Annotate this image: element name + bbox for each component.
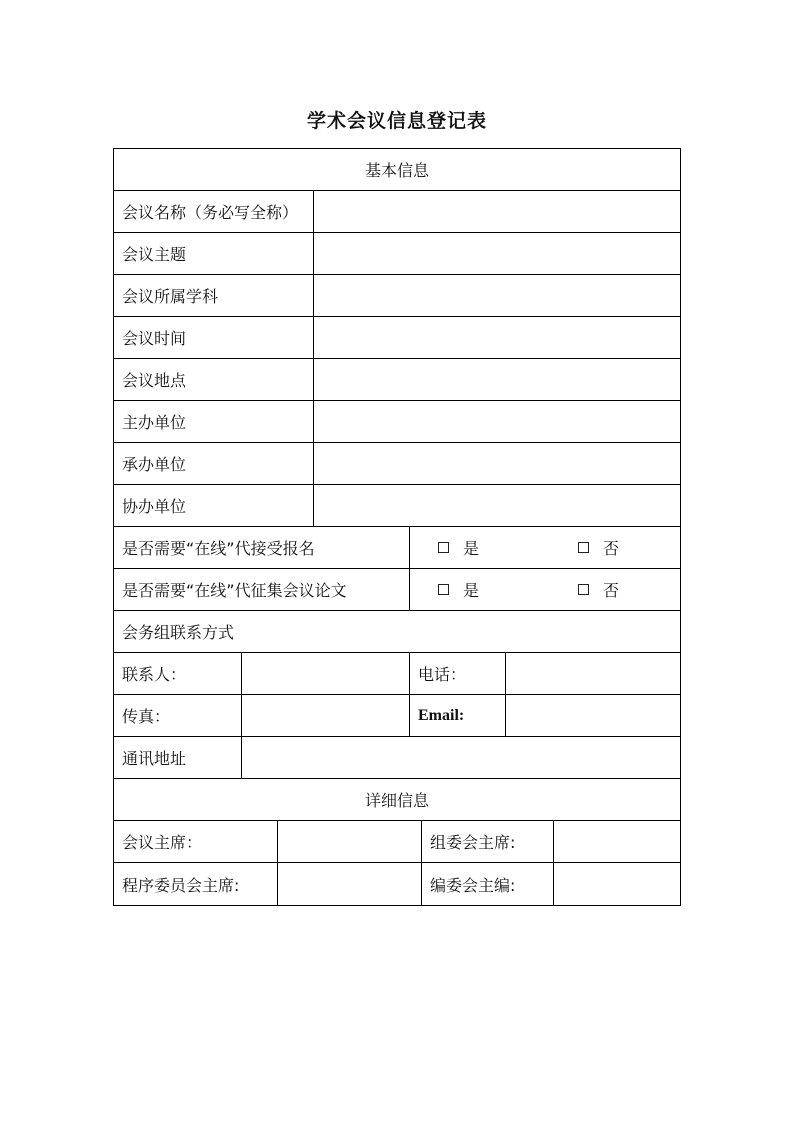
input-theme[interactable] <box>313 233 680 274</box>
row-undertaker <box>114 443 680 485</box>
label-organizer: 主办单位 <box>122 413 187 432</box>
row-co-organizer <box>114 485 680 527</box>
input-organizer[interactable] <box>313 401 680 442</box>
label-email: Email: <box>409 695 505 736</box>
option-yes-label: 是 <box>463 539 480 558</box>
input-time[interactable] <box>313 317 680 358</box>
row-online-registration <box>114 527 680 569</box>
row-fax-email <box>114 695 680 737</box>
options-online-registration <box>409 527 680 568</box>
input-program-chair[interactable] <box>277 863 421 905</box>
label-contact-person: 联系人： <box>122 665 187 684</box>
option-no-label: 否 <box>603 539 620 558</box>
input-conference-chair[interactable] <box>277 821 421 862</box>
label-discipline: 会议所属学科 <box>122 287 219 306</box>
label-co-organizer: 协办单位 <box>122 497 187 516</box>
label-online-paper: 是否需要“在线”代征集会议论文 <box>122 581 347 600</box>
row-location <box>114 359 680 401</box>
input-location[interactable] <box>313 359 680 400</box>
label-fax: 传真： <box>122 707 171 726</box>
option-no-registration[interactable] <box>578 527 619 568</box>
checkbox-yes-paper[interactable] <box>438 584 449 595</box>
registration-form <box>113 148 681 906</box>
options-online-paper <box>409 569 680 610</box>
row-program-editor <box>114 863 680 905</box>
section-title-detail: 详细信息 <box>364 791 429 810</box>
label-theme: 会议主题 <box>122 245 187 264</box>
checkbox-no-registration[interactable] <box>578 542 589 553</box>
input-contact-person[interactable] <box>241 653 409 694</box>
form-title: 学术会议信息登记表 <box>306 110 487 132</box>
label-online-registration: 是否需要“在线”代接受报名 <box>122 539 315 558</box>
input-undertaker[interactable] <box>313 443 680 484</box>
label-time: 会议时间 <box>122 329 187 348</box>
input-committee-chair[interactable] <box>553 821 680 862</box>
input-email[interactable] <box>505 695 680 736</box>
label-conference-name: 会议名称（务必写全称） <box>122 203 299 222</box>
label-program-chair: 程序委员会主席: <box>122 875 240 895</box>
section-header-detail <box>114 779 680 821</box>
row-theme <box>114 233 680 275</box>
input-co-organizer[interactable] <box>313 485 680 526</box>
row-address <box>114 737 680 779</box>
row-chairs <box>114 821 680 863</box>
label-undertaker: 承办单位 <box>122 455 187 474</box>
option-no-paper[interactable] <box>578 569 619 610</box>
label-address: 通讯地址 <box>122 749 187 768</box>
checkbox-yes-registration[interactable] <box>438 542 449 553</box>
input-phone[interactable] <box>505 653 680 694</box>
option-no-label: 否 <box>603 581 620 600</box>
label-location: 会议地点 <box>122 371 187 390</box>
row-online-paper <box>114 569 680 611</box>
label-contact-header: 会务组联系方式 <box>122 623 235 642</box>
section-title-basic: 基本信息 <box>364 161 429 180</box>
row-contact-person-phone <box>114 653 680 695</box>
row-discipline <box>114 275 680 317</box>
row-conference-name <box>114 191 680 233</box>
label-editor-chair: 编委会主编: <box>421 863 553 905</box>
input-fax[interactable] <box>241 695 409 736</box>
row-time <box>114 317 680 359</box>
label-conference-chair: 会议主席： <box>122 833 203 852</box>
input-address[interactable] <box>241 737 680 778</box>
input-editor-chair[interactable] <box>553 863 680 905</box>
option-yes-paper[interactable] <box>438 569 479 610</box>
checkbox-no-paper[interactable] <box>578 584 589 595</box>
option-yes-label: 是 <box>463 581 480 600</box>
row-contact-header <box>114 611 680 653</box>
input-conference-name[interactable] <box>313 191 680 232</box>
option-yes-registration[interactable] <box>438 527 479 568</box>
input-discipline[interactable] <box>313 275 680 316</box>
row-organizer <box>114 401 680 443</box>
label-phone: 电话： <box>409 653 505 694</box>
section-header-basic <box>114 149 680 191</box>
label-committee-chair: 组委会主席: <box>421 821 553 862</box>
